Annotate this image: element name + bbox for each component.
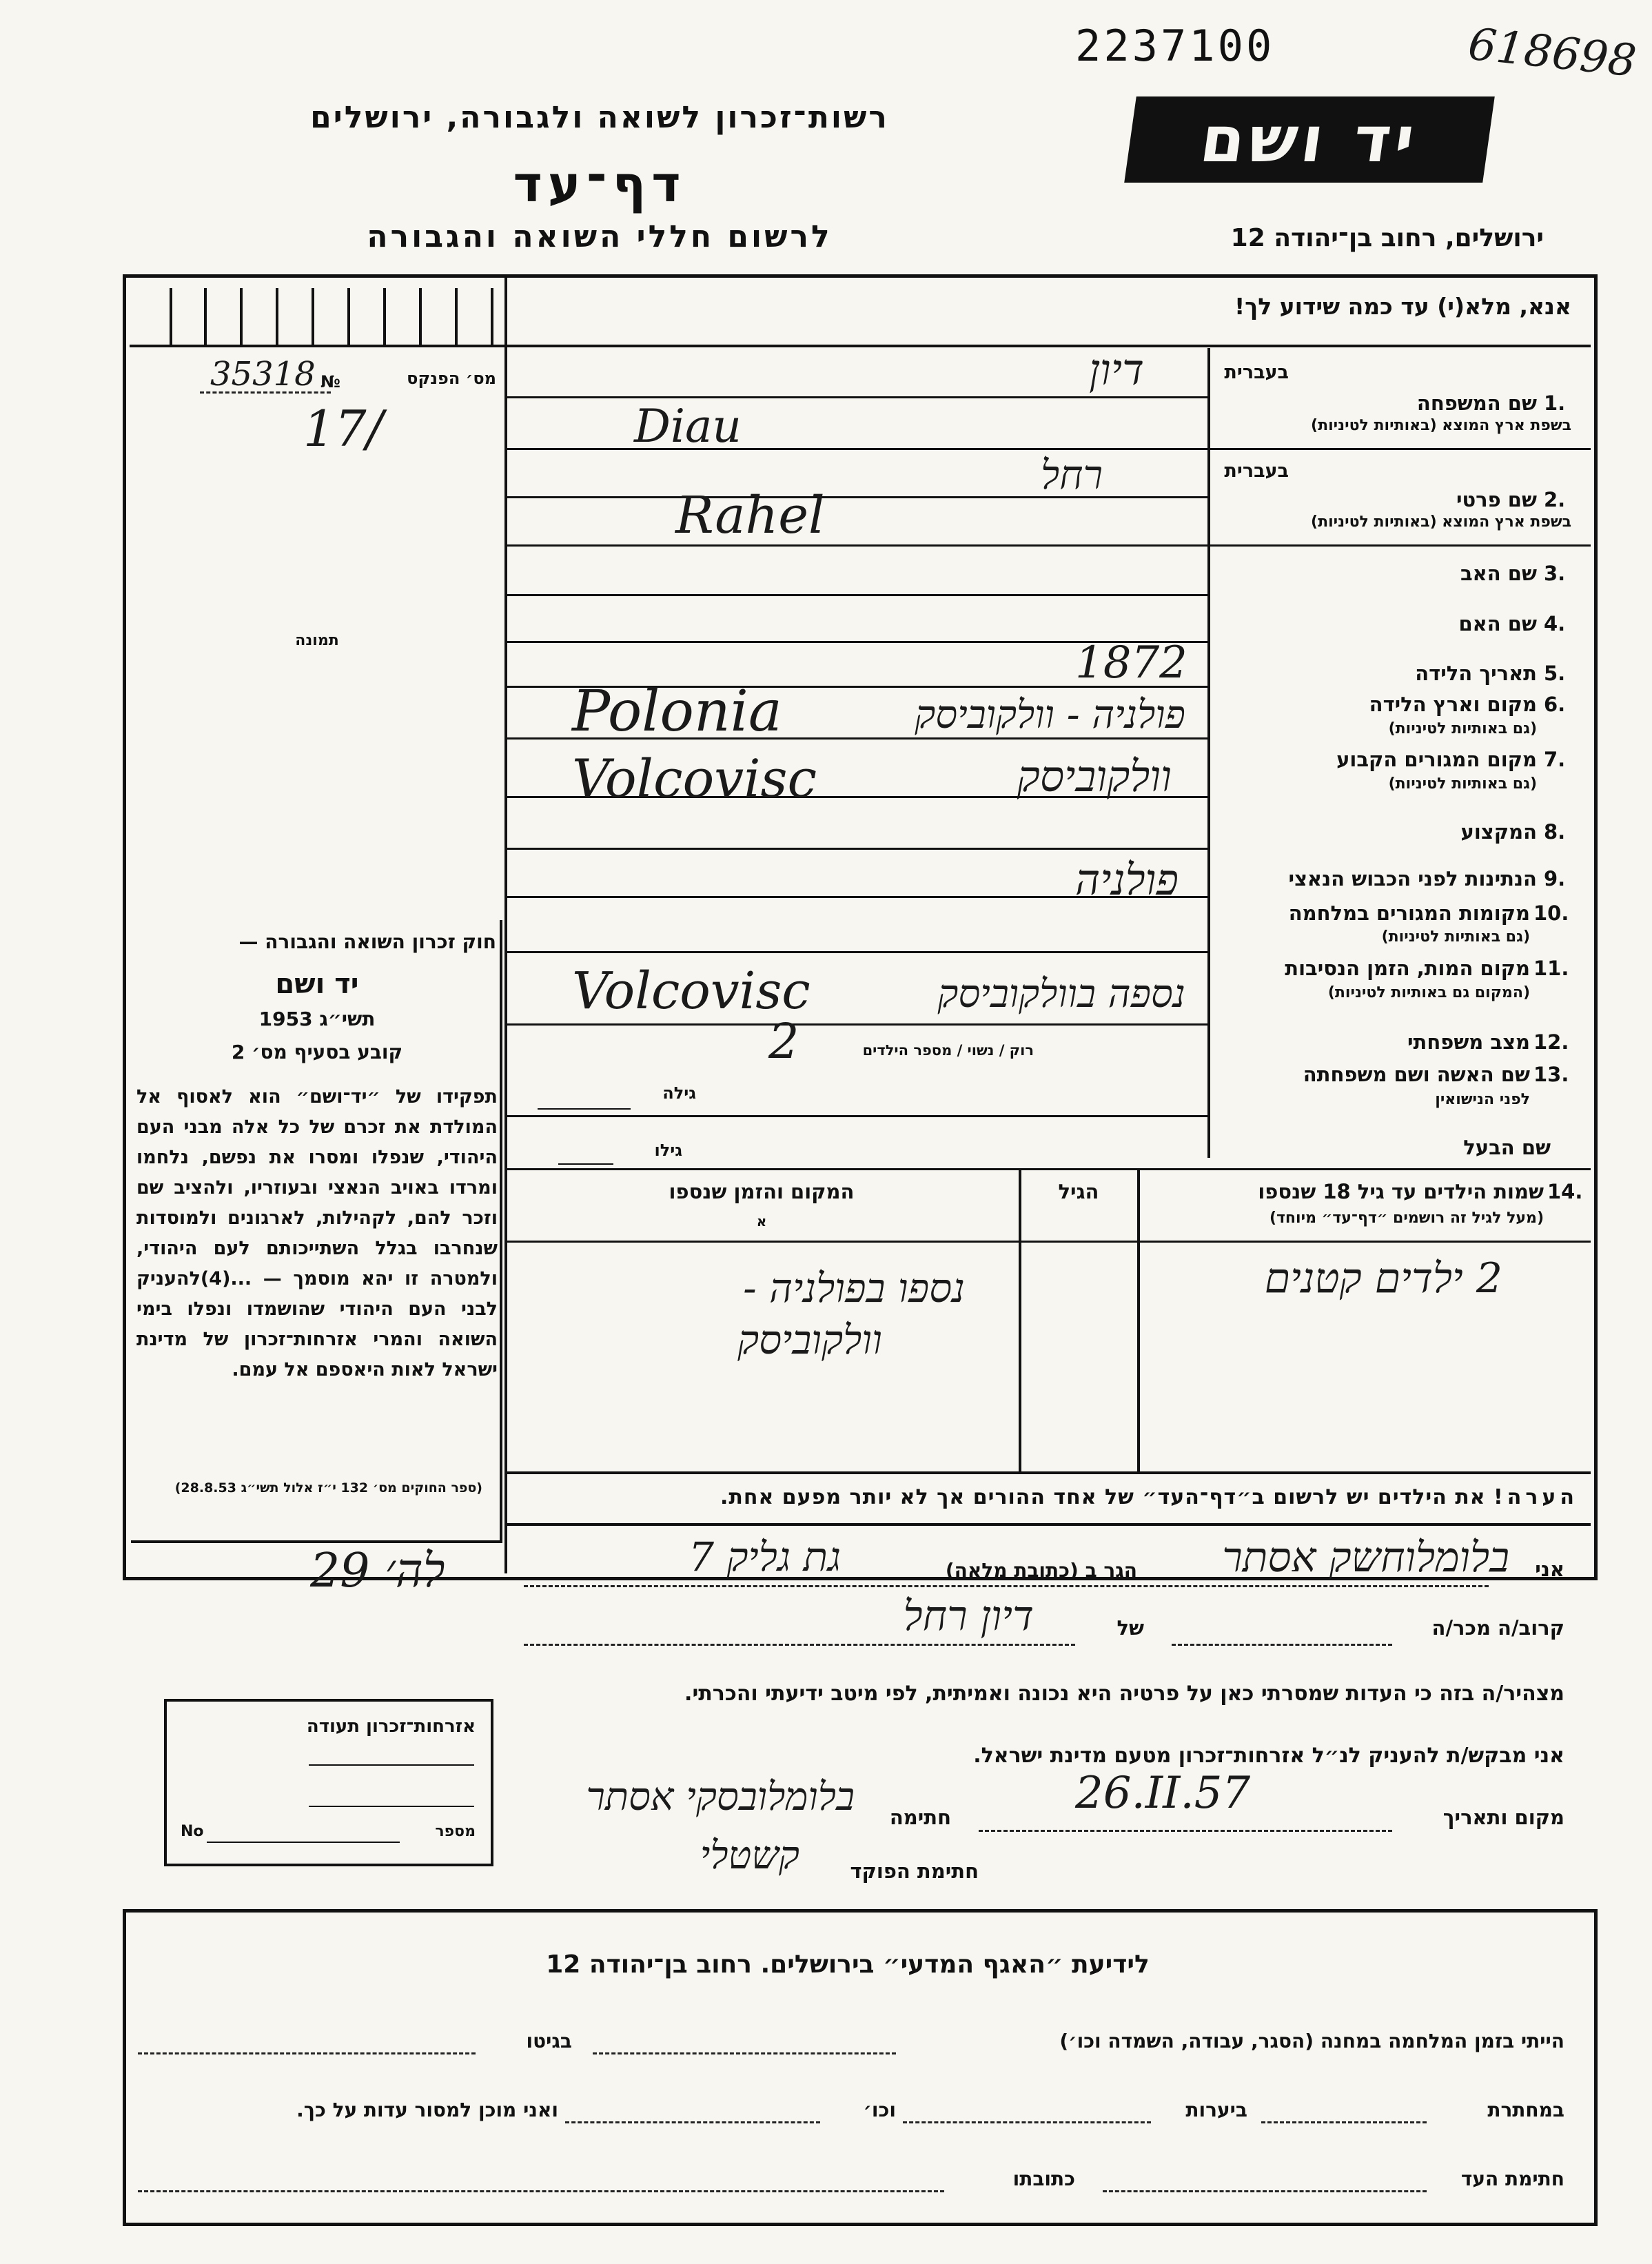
residence-hebrew-value: וולקוביסק [1017,751,1172,802]
registry-label: מס׳ הפנקס [407,369,496,388]
field8-number: 8. [1544,820,1566,844]
yad-vashem-logo: יד ושם [1124,96,1495,183]
field12-number: 12. [1533,1030,1569,1054]
surname-latin-value: Diau [634,400,742,453]
authority-name: רשות־זכרון לשואה ולגבורה, ירושלים [310,100,889,135]
field9-number: 9. [1544,867,1566,890]
bottom-title: לידיעת ״האגף המדעי״ בירושלים. רחוב בן־יהודה 12 [546,1950,1150,1979]
registry-handwritten-code: 17/ [303,400,383,458]
field13-number: 13. [1533,1063,1569,1086]
field1-sub: בשפת ארץ המוצא (באותיות לטיניות) [1311,417,1571,434]
officer-label: חתימת הפוקד [850,1859,979,1883]
law-logo: יד ושם [275,968,359,1000]
field1-number: 1. [1544,391,1566,415]
of-label: של [1116,1616,1144,1640]
wife-age-label: גילה [662,1083,696,1103]
declarant-address-value: גת גליק 7 [689,1533,841,1580]
field10-label: מקומות המגורים במלחמה [1288,901,1530,925]
bottom-line2-end: ואני מוכן למסור עדות על כך. [296,2099,558,2121]
field4-label: שם האם [1458,612,1537,635]
husband-age-label: גילו [654,1141,682,1160]
field2-label: שם פרטי [1456,488,1537,511]
bottom-forests-label: ביערות [1185,2099,1247,2121]
bottom-line1-label: הייתי בזמן המלחמה במחנה (הסגר, עבודה, השמדה וכו׳) [1059,2030,1564,2052]
children-names-value: 2 ילדים קטנים [1264,1254,1502,1303]
field11-sub: (המקום גם באותיות לטיניות) [1327,984,1530,1001]
relation-label: קרוב/ה מכר/ה [1431,1616,1564,1640]
residence-latin-value: Volcovisc [572,748,817,809]
signature-value: בלומלובסקי אסתר [586,1775,855,1819]
birthplace-latin-value: Polonia [572,679,782,744]
children-place-value-line2: וולקוביסק [737,1316,882,1363]
declaration-text: מצהיר/ה בזה כי העדות שמסרתי כאן על פרטיה היא נכונה ואמיתית, לפי מיטב ידיעתי והכרתי. [684,1682,1564,1706]
field4-number: 4. [1544,612,1566,635]
field7-number: 7. [1544,748,1566,771]
bottom-etc-label: וכו׳ [863,2099,896,2121]
certificate-title: אזרחות־זכרון תעודה [306,1716,476,1737]
firstname-latin-value: Rahel [675,486,825,545]
witness-signature-label: חתימת העד [1460,2168,1564,2190]
children-place-value-line1: נספו בפולניה - [743,1265,965,1312]
remark-label: הערה! [1493,1485,1578,1509]
field3-label: שם האב [1460,562,1537,585]
field3-number: 3. [1544,562,1566,585]
bottom-underground-label: במחתרת [1487,2099,1564,2121]
witness-address-label: כתובתו [1012,2168,1075,2190]
law-source: (ספר החוקים מס׳ 132 י״ז אלול תשי״ג 28.8.53) [174,1480,482,1496]
declarant-i-label: אני [1535,1558,1564,1581]
surname-hebrew-value: דיון [1089,345,1144,395]
law-body: תפקידו של ״יד־ושם״ הוא לאסוף אל המולדת את זכרם של כל אלה מבני העם היהודי, שנפלו ומסרו את נפשם, נלחמו ומרדו באויב הנאצי ובעוזריו, ולהציב שם וזכר להם, לקהילות, לארגונים ולמוסדות שנחרבו בגלל השתייכותם לעם היהודי, ולמטרה זו יהא מוסמך — ...(4)להעניק לבני העם היהודי שהושמדו ונפלו בימי השואה והמרי אזרחות־זכרון של מדינת ישראל לאות היאספם אל עמם. [136,1086,498,1380]
field8-label: המקצוע [1460,820,1537,844]
birthplace-hebrew-value: פולניה - וולקוביסק [915,693,1185,737]
firstname-hebrew-value: רחל [1041,451,1103,498]
law-year: תשי״ג 1953 [258,1008,376,1030]
field7-label: מקום המגורים הקבוע [1336,748,1537,771]
field10-number: 10. [1533,901,1569,925]
field6-label: מקום וארץ הלידה [1369,693,1537,716]
children-number: 14. [1547,1180,1583,1203]
law-heading: חוק זכרון השואה והגבורה — [238,930,496,953]
birthdate-value: 1872 [1075,638,1187,689]
husband-label: שם הבעל [1463,1136,1551,1159]
archive-number: 2237100 [1075,21,1275,71]
law-clause: קובע בסעיף מס׳ 2 [231,1041,403,1063]
place-date-label: מקום ותאריך [1442,1806,1564,1829]
certificate-no-label: No [181,1823,204,1840]
form-subtitle: לרשום חללי השואה והגבורה [367,219,833,254]
remark [524,1485,1578,1509]
death-place-hebrew-value: נספה בוולקוביסק [937,972,1185,1017]
field6-number: 6. [1544,693,1566,716]
handwritten-reference: 618698 [1465,19,1639,88]
intro-instruction: אנא, מלא(י) עד כמה שידוע לך! [1234,293,1571,320]
children-age-column: הגיל [1058,1180,1099,1203]
registry-number: 35318 [210,355,316,394]
field2-number: 2. [1544,488,1566,511]
field2-hebrew-tag: בעברית [1224,460,1289,482]
field2-sub: בשפת ארץ המוצא (באותיות לטיניות) [1311,513,1571,531]
field5-number: 5. [1544,662,1566,685]
field13-label: שם האשה ושם משפחתה [1303,1063,1530,1086]
field1-label: שם המשפחה [1416,391,1537,415]
field12-label: מצב משפחתי [1407,1030,1530,1054]
marital-status-value: 2 [768,1013,799,1070]
children-label: שמות הילדים עד גיל 18 שנספו [1258,1180,1544,1203]
bottom-line1-end: בגיטו [526,2030,572,2052]
remark-text: את הילדים יש לרשום ב״דף־העד״ של אחד ההורים אך לא יותר מפעם אחת. [720,1485,1486,1509]
declarant-name-value: בלומלוחשק אסתר [1222,1533,1509,1582]
declarant-lives-at-label: הגר ב (כתובת מלאה) [945,1559,1137,1582]
death-place-latin-value: Volcovisc [572,961,810,1021]
field9-label: הנתינות לפני הכבוש הנאצי [1288,867,1537,890]
certificate-number-label: מספר [435,1823,476,1840]
officer-signature-value: קשטלי [700,1833,799,1878]
field10-sub: (גם באותיות לטיניות) [1381,928,1530,946]
field6-sub: (גם באותיות לטיניות) [1388,720,1537,737]
form-title: דף־עד [513,155,686,213]
children-place-mark: א [756,1213,767,1230]
children-sub: (מעל לגיל זה רושמים ״דף־עד״ מיוחד) [1269,1210,1544,1227]
field5-label: תאריך הלידה [1415,662,1537,685]
field1-hebrew-tag: בעברית [1224,362,1289,383]
field11-label: מקום המות, הזמן הנסיבות [1285,957,1530,980]
nationality-value: פולניה [1074,855,1179,905]
photo-label: תמונה [295,632,339,649]
request-text: אני מבקש/ת להעניק לנ״ל אזרחות־זכרון מטעם מדינת ישראל. [973,1744,1564,1768]
margin-note: 29 לה׳ [310,1544,445,1598]
of-value: דיון רחל [903,1592,1034,1640]
registry-number-sign: № [320,372,340,391]
field13-sub: לפני הנישואין [1435,1091,1530,1108]
children-place-column: המקום והזמן שנספו [669,1180,855,1203]
field7-sub: (גם באותיות לטיניות) [1388,775,1537,793]
date-value: 26.II.57 [1075,1768,1251,1819]
signature-label: חתימה [889,1806,951,1829]
institution-address: ירושלים, רחוב בן־יהודה 12 [1230,224,1544,252]
field11-number: 11. [1533,957,1569,980]
marital-hint: רוק / נשוי / מספר הילדים [862,1042,1034,1059]
